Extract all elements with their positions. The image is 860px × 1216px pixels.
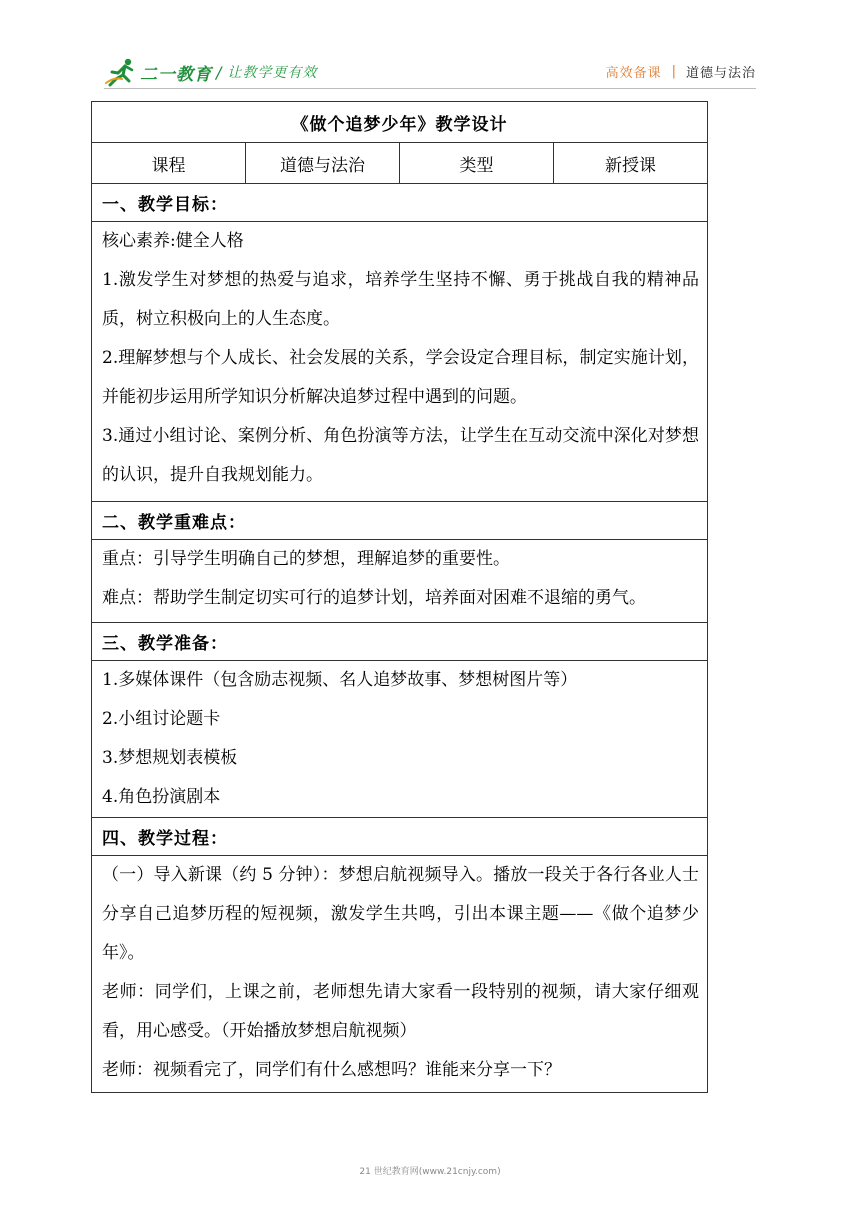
key-point: 重点：引导学生明确自己的梦想，理解追梦的重要性。 (102, 549, 510, 569)
brand-logo[interactable] (104, 56, 317, 88)
objectives-body-row (92, 222, 708, 502)
course-value: 道德与法治 (246, 143, 400, 184)
process-body (92, 856, 708, 1093)
title-row (92, 102, 708, 143)
objectives-body (92, 222, 708, 502)
lesson-plan-table (91, 101, 708, 1093)
section-heading-objectives: 一、教学目标： (92, 184, 708, 222)
process-teacher-line-2: 老师：视频看完了，同学们有什么感想吗？谁能来分享一下？ (102, 1060, 561, 1080)
difficult-point: 难点：帮助学生制定切实可行的追梦计划，培养面对困难不退缩的勇气。 (102, 588, 646, 608)
process-heading-row (92, 818, 708, 856)
section-heading-process: 四、教学过程： (92, 818, 708, 856)
preparation-item-2: 2.小组讨论题卡 (102, 709, 221, 729)
process-body-row (92, 856, 708, 1093)
preparation-item-4: 4.角色扮演剧本 (102, 787, 221, 807)
preparation-body (92, 661, 708, 818)
section-heading-key-points: 二、教学重难点： (92, 502, 708, 540)
section-heading-preparation: 三、教学准备： (92, 623, 708, 661)
preparation-heading-row (92, 623, 708, 661)
running-figure-icon (104, 57, 138, 87)
key-points-body-row (92, 540, 708, 623)
header-separator: | (671, 64, 676, 79)
header-subject: 道德与法治 (685, 66, 756, 81)
meta-row (92, 143, 708, 184)
objectives-item-1: 1.激发学生对梦想的热爱与追求，培养学生坚持不懈、勇于挑战自我的精神品质，树立积极向上的人生态度。 (102, 270, 699, 329)
process-intro: （一）导入新课（约 5 分钟）：梦想启航视频导入。播放一段关于各行各业人士分享自己追梦历程的短视频，激发学生共鸣，引出本课主题——《做个追梦少年》。 (102, 865, 699, 963)
type-value: 新授课 (554, 143, 708, 184)
page-header (0, 0, 860, 100)
key-points-heading-row (92, 502, 708, 540)
process-teacher-line-1: 老师：同学们，上课之前，老师想先请大家看一段特别的视频，请大家仔细观看，用心感受。（开始播放梦想启航视频） (102, 982, 699, 1041)
key-points-body (92, 540, 708, 623)
objectives-core-literacy: 核心素养:健全人格 (102, 231, 244, 251)
header-tag: 高效备课 (605, 66, 662, 81)
type-label: 类型 (400, 143, 554, 184)
preparation-item-3: 3.梦想规划表模板 (102, 748, 238, 768)
preparation-item-1: 1.多媒体课件（包含励志视频、名人追梦故事、梦想树图片等） (102, 670, 578, 690)
brand-divider: / (216, 62, 222, 82)
brand-name: 二一教育 (140, 64, 212, 85)
objectives-heading-row (92, 184, 708, 222)
course-label: 课程 (92, 143, 246, 184)
document-title: 《做个追梦少年》教学设计 (92, 102, 708, 143)
preparation-body-row (92, 661, 708, 818)
header-divider (104, 88, 756, 89)
page-footer: 21 世纪教育网(www.21cnjy.com) (359, 1167, 501, 1177)
objectives-item-3: 3.通过小组讨论、案例分析、角色扮演等方法，让学生在互动交流中深化对梦想的认识，提升自我规划能力。 (102, 426, 699, 485)
objectives-item-2: 2.理解梦想与个人成长、社会发展的关系，学会设定合理目标，制定实施计划，并能初步运用所学知识分析解决追梦过程中遇到的问题。 (102, 348, 699, 407)
header-meta (606, 62, 756, 81)
brand-slogan: 让教学更有效 (227, 65, 318, 81)
